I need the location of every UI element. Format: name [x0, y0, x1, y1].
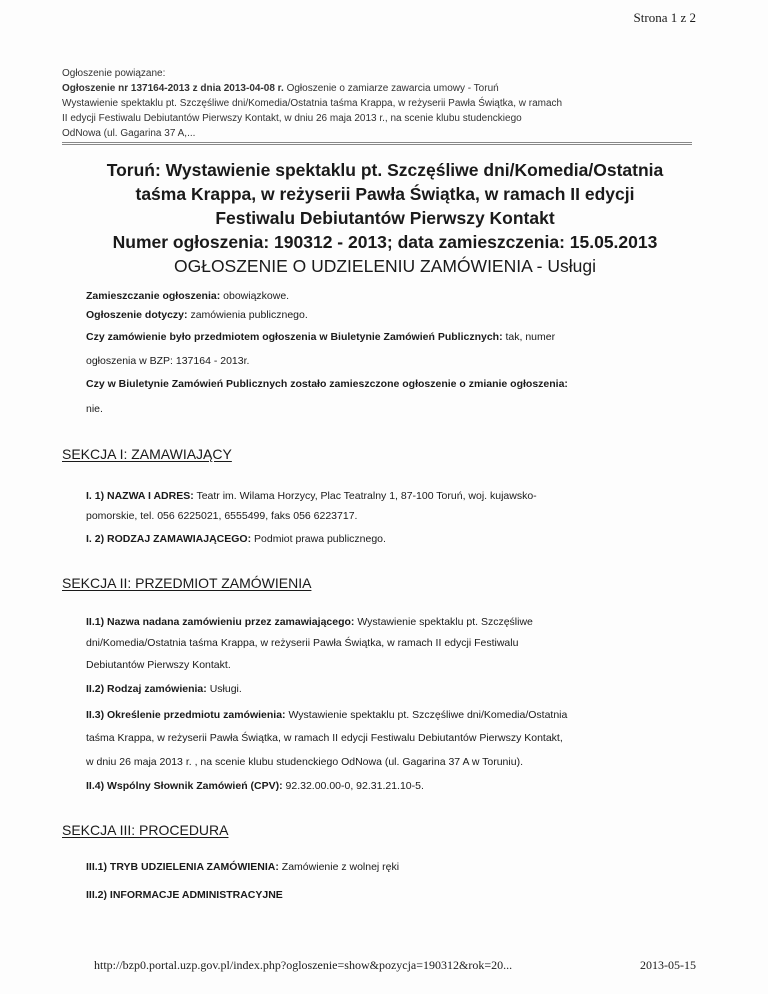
- title-line: Toruń: Wystawienie spektaklu pt. Szczęśliwe dni/Komedia/Ostatnia: [106, 160, 664, 180]
- footer-date: 2013-05-15: [640, 958, 696, 972]
- field-label: I. 2) RODZAJ ZAMAWIAJĄCEGO:: [86, 533, 252, 545]
- footer: [94, 958, 696, 973]
- field-value: taśma Krappa, w reżyserii Pawła Świątka, w ramach II edycji Festiwalu Debiutantów Pierwszy Kontakt,: [86, 732, 563, 744]
- field-label: Ogłoszenie dotyczy:: [86, 309, 188, 321]
- related-text: OdNowa (ul. Gagarina 37 A,...: [62, 128, 196, 139]
- field-change: [86, 377, 686, 391]
- field-label: III.1) TRYB UDZIELENIA ZAMÓWIENIA:: [86, 861, 279, 873]
- related-text: Ogłoszenie o zamiarze zawarcia umowy - Toruń: [283, 83, 499, 94]
- field-value: obowiązkowe.: [220, 290, 290, 302]
- field-bzp: [86, 330, 686, 344]
- related-text: Wystawienie spektaklu pt. Szczęśliwe dni/Komedia/Ostatnia taśma Krappa, w reżyserii Pawła Świątka, w ramach: [62, 98, 563, 109]
- field-concerns: [86, 308, 686, 322]
- field-value: Wystawienie spektaklu pt. Szczęśliwe: [354, 616, 533, 628]
- field-value: Wystawienie spektaklu pt. Szczęśliwe dni/Komedia/Ostatnia: [285, 709, 568, 721]
- section-heading: SEKCJA I: ZAMAWIAJĄCY: [62, 446, 232, 462]
- field-value: Zamówienie z wolnej ręki: [278, 861, 400, 873]
- field-label: III.2) INFORMACJE ADMINISTRACYJNE: [86, 889, 283, 901]
- related-text: II edycji Festiwalu Debiutantów Pierwszy Kontakt, w dniu 26 maja 2013 r., na scenie klubu studenckiego: [62, 113, 522, 124]
- field-label: II.1) Nazwa nadana zamówieniu przez zamawiającego:: [86, 616, 355, 628]
- field-value: w dniu 26 maja 2013 r. , na scenie klubu studenckiego OdNowa (ul. Gagarina 37 A w Toruniu).: [86, 756, 523, 768]
- field-value: nie.: [86, 403, 103, 415]
- page-title: [62, 158, 708, 278]
- divider: [62, 142, 692, 145]
- field-label: I. 1) NAZWA I ADRES:: [86, 490, 194, 502]
- section-heading: SEKCJA III: PROCEDURA: [62, 822, 229, 838]
- field-label: Zamieszczanie ogłoszenia:: [86, 290, 221, 302]
- field-value: Teatr im. Wilama Horzycy, Plac Teatralny 1, 87-100 Toruń, woj. kujawsko-: [193, 490, 537, 502]
- field-label: Czy zamówienie było przedmiotem ogłoszenia w Biuletynie Zamówień Publicznych:: [86, 331, 503, 343]
- field-value: dni/Komedia/Ostatnia taśma Krappa, w reżyserii Pawła Świątka, w ramach II edycji Festiwalu: [86, 637, 519, 649]
- field-label: II.2) Rodzaj zamówienia:: [86, 683, 207, 695]
- field-value: ogłoszenia w BZP: 137164 - 2013r.: [86, 355, 250, 367]
- field-value: tak, numer: [502, 331, 556, 343]
- title-line: Festiwalu Debiutantów Pierwszy Kontakt: [215, 208, 555, 228]
- field-value: Usługi.: [206, 683, 242, 695]
- field-admin-info: [86, 888, 686, 902]
- field-name-address: [86, 489, 686, 503]
- related-notice: [62, 66, 692, 141]
- field-cpv: [86, 779, 686, 793]
- field-value: pomorskie, tel. 056 6225021, 6555499, faks 056 6223717.: [86, 510, 358, 522]
- page-number: Strona 1 z 2: [633, 10, 696, 25]
- related-label: Ogłoszenie powiązane:: [62, 68, 166, 79]
- field-label: Czy w Biuletynie Zamówień Publicznych zostało zamieszczone ogłoszenie o zmianie ogłoszenia:: [86, 378, 568, 390]
- field-order-type: [86, 682, 686, 696]
- field-value: Debiutantów Pierwszy Kontakt.: [86, 659, 231, 671]
- field-value: Podmiot prawa publicznego.: [251, 533, 386, 545]
- field-order-name: [86, 615, 686, 629]
- field-value: 92.32.00.00-0, 92.31.21.10-5.: [282, 780, 424, 792]
- section-heading: SEKCJA II: PRZEDMIOT ZAMÓWIENIA: [62, 575, 312, 591]
- field-order-subject: [86, 708, 686, 722]
- field-procedure: [86, 860, 686, 874]
- field-publication: [86, 289, 686, 303]
- notice-number-line: Numer ogłoszenia: 190312 - 2013; data zamieszczenia: 15.05.2013: [112, 232, 658, 252]
- title-line: taśma Krappa, w reżyserii Pawła Świątka, w ramach II edycji: [135, 184, 635, 204]
- footer-url[interactable]: http://bzp0.portal.uzp.gov.pl/index.php?ogloszenie=show&pozycja=190312&rok=20...: [94, 958, 513, 972]
- field-label: II.3) Określenie przedmiotu zamówienia:: [86, 709, 286, 721]
- field-type: [86, 532, 686, 546]
- notice-type: OGŁOSZENIE O UDZIELENIU ZAMÓWIENIA - Usługi: [173, 256, 596, 276]
- field-value: zamówienia publicznego.: [187, 309, 308, 321]
- field-label: II.4) Wspólny Słownik Zamówień (CPV):: [86, 780, 283, 792]
- related-notice-link[interactable]: Ogłoszenie nr 137164-2013 z dnia 2013-04-08 r.: [62, 83, 284, 94]
